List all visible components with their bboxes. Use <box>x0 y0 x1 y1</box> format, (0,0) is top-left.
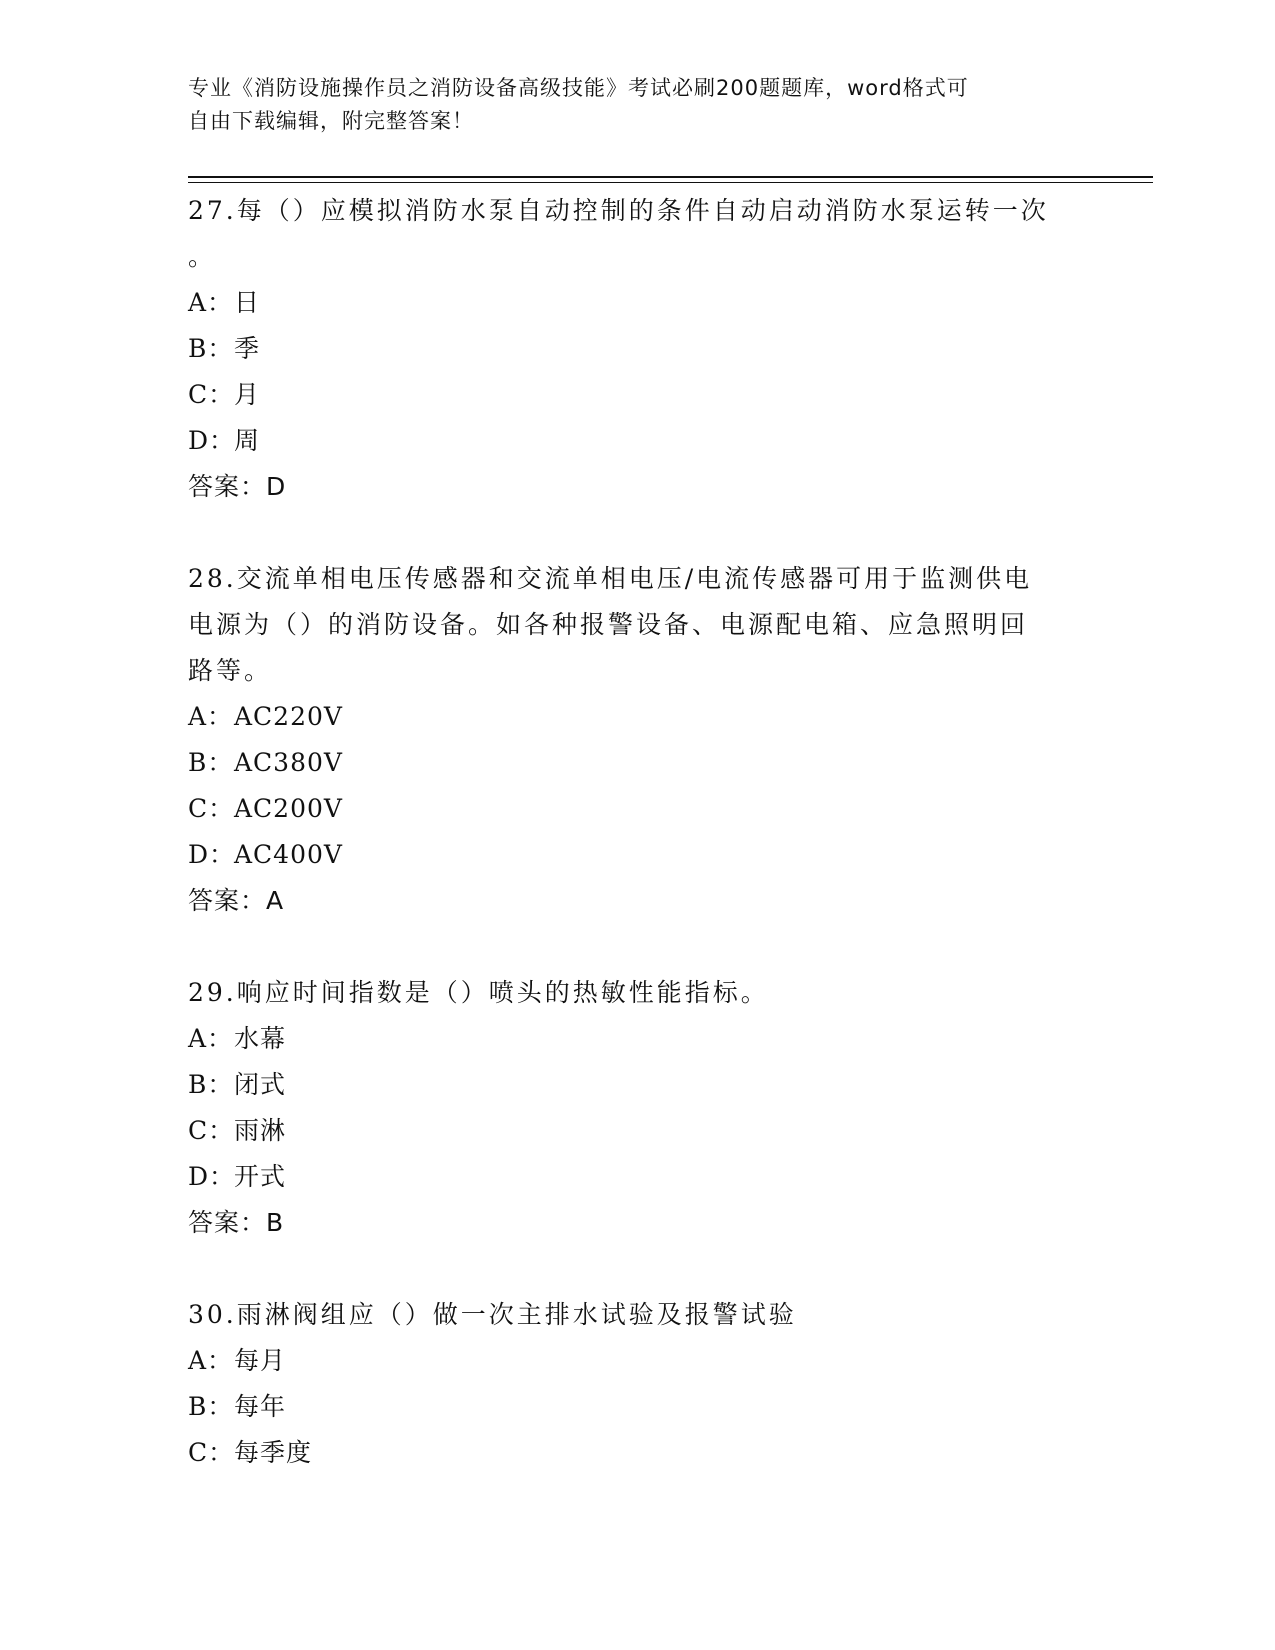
answer-key: 答案：A <box>188 886 285 915</box>
option-letter: A： <box>188 1346 234 1375</box>
question-stem-line: 28.交流单相电压传感器和交流单相电压/电流传感器可用于监测供电 <box>188 564 1033 593</box>
option-text: AC380V <box>234 748 343 777</box>
option-letter: A： <box>188 288 234 317</box>
option-letter: B： <box>188 1070 234 1099</box>
option-letter: A： <box>188 1024 234 1053</box>
option-text: 季 <box>234 334 261 363</box>
question-stem-line: 30.雨淋阀组应（）做一次主排水试验及报警试验 <box>188 1300 797 1329</box>
answer-option <box>188 418 1088 464</box>
question-stem-line: 路等。 <box>188 656 273 685</box>
answer-option <box>188 1430 1088 1476</box>
option-letter: D： <box>188 840 236 869</box>
question-stem-line: 。 <box>188 242 217 271</box>
option-text: 每年 <box>234 1392 287 1421</box>
option-text: 每季度 <box>234 1438 313 1467</box>
question-block <box>188 1292 1088 1476</box>
answer-option <box>188 326 1088 372</box>
option-letter: B： <box>188 334 234 363</box>
header-line-1: 专业《消防设施操作员之消防设备高级技能》考试必刷200题题库，word格式可 <box>188 76 969 100</box>
option-letter: C： <box>188 380 235 409</box>
option-text: AC200V <box>234 794 343 823</box>
option-text: 水幕 <box>234 1024 287 1053</box>
option-text: 月 <box>234 380 261 409</box>
option-text: 日 <box>234 288 261 317</box>
question-stem-line: 29.响应时间指数是（）喷头的热敏性能指标。 <box>188 978 769 1007</box>
question-block <box>188 970 1088 1246</box>
option-text: AC400V <box>234 840 343 869</box>
option-letter: B： <box>188 748 234 777</box>
answer-option <box>188 372 1088 418</box>
option-letter: A： <box>188 702 234 731</box>
option-letter: D： <box>188 1162 236 1191</box>
answer-option <box>188 740 1088 786</box>
option-text: 周 <box>234 426 261 455</box>
option-letter: D： <box>188 426 236 455</box>
answer-option <box>188 1338 1088 1384</box>
answer-option <box>188 280 1088 326</box>
header-divider-thick <box>188 176 1153 178</box>
option-letter: B： <box>188 1392 234 1421</box>
question-block <box>188 188 1088 510</box>
answer-option <box>188 1154 1088 1200</box>
option-letter: C： <box>188 1116 235 1145</box>
answer-option <box>188 1384 1088 1430</box>
option-text: AC220V <box>234 702 343 731</box>
option-letter: C： <box>188 1438 235 1467</box>
answer-option <box>188 1016 1088 1062</box>
answer-option <box>188 832 1088 878</box>
header-divider-thin <box>188 182 1153 183</box>
question-block <box>188 556 1088 924</box>
answer-option <box>188 1062 1088 1108</box>
document-header <box>188 72 1068 138</box>
option-letter: C： <box>188 794 235 823</box>
answer-key: 答案：B <box>188 1208 285 1237</box>
header-line-2: 自由下载编辑，附完整答案！ <box>188 109 474 133</box>
answer-option <box>188 694 1088 740</box>
question-list <box>188 188 1088 1522</box>
option-text: 开式 <box>234 1162 287 1191</box>
option-text: 闭式 <box>234 1070 287 1099</box>
answer-option <box>188 786 1088 832</box>
question-stem-line: 电源为（）的消防设备。如各种报警设备、电源配电箱、应急照明回 <box>188 610 1029 639</box>
option-text: 雨淋 <box>234 1116 287 1145</box>
answer-option <box>188 1108 1088 1154</box>
answer-key: 答案：D <box>188 472 287 501</box>
question-stem-line: 27.每（）应模拟消防水泵自动控制的条件自动启动消防水泵运转一次 <box>188 196 1049 225</box>
option-text: 每月 <box>234 1346 287 1375</box>
